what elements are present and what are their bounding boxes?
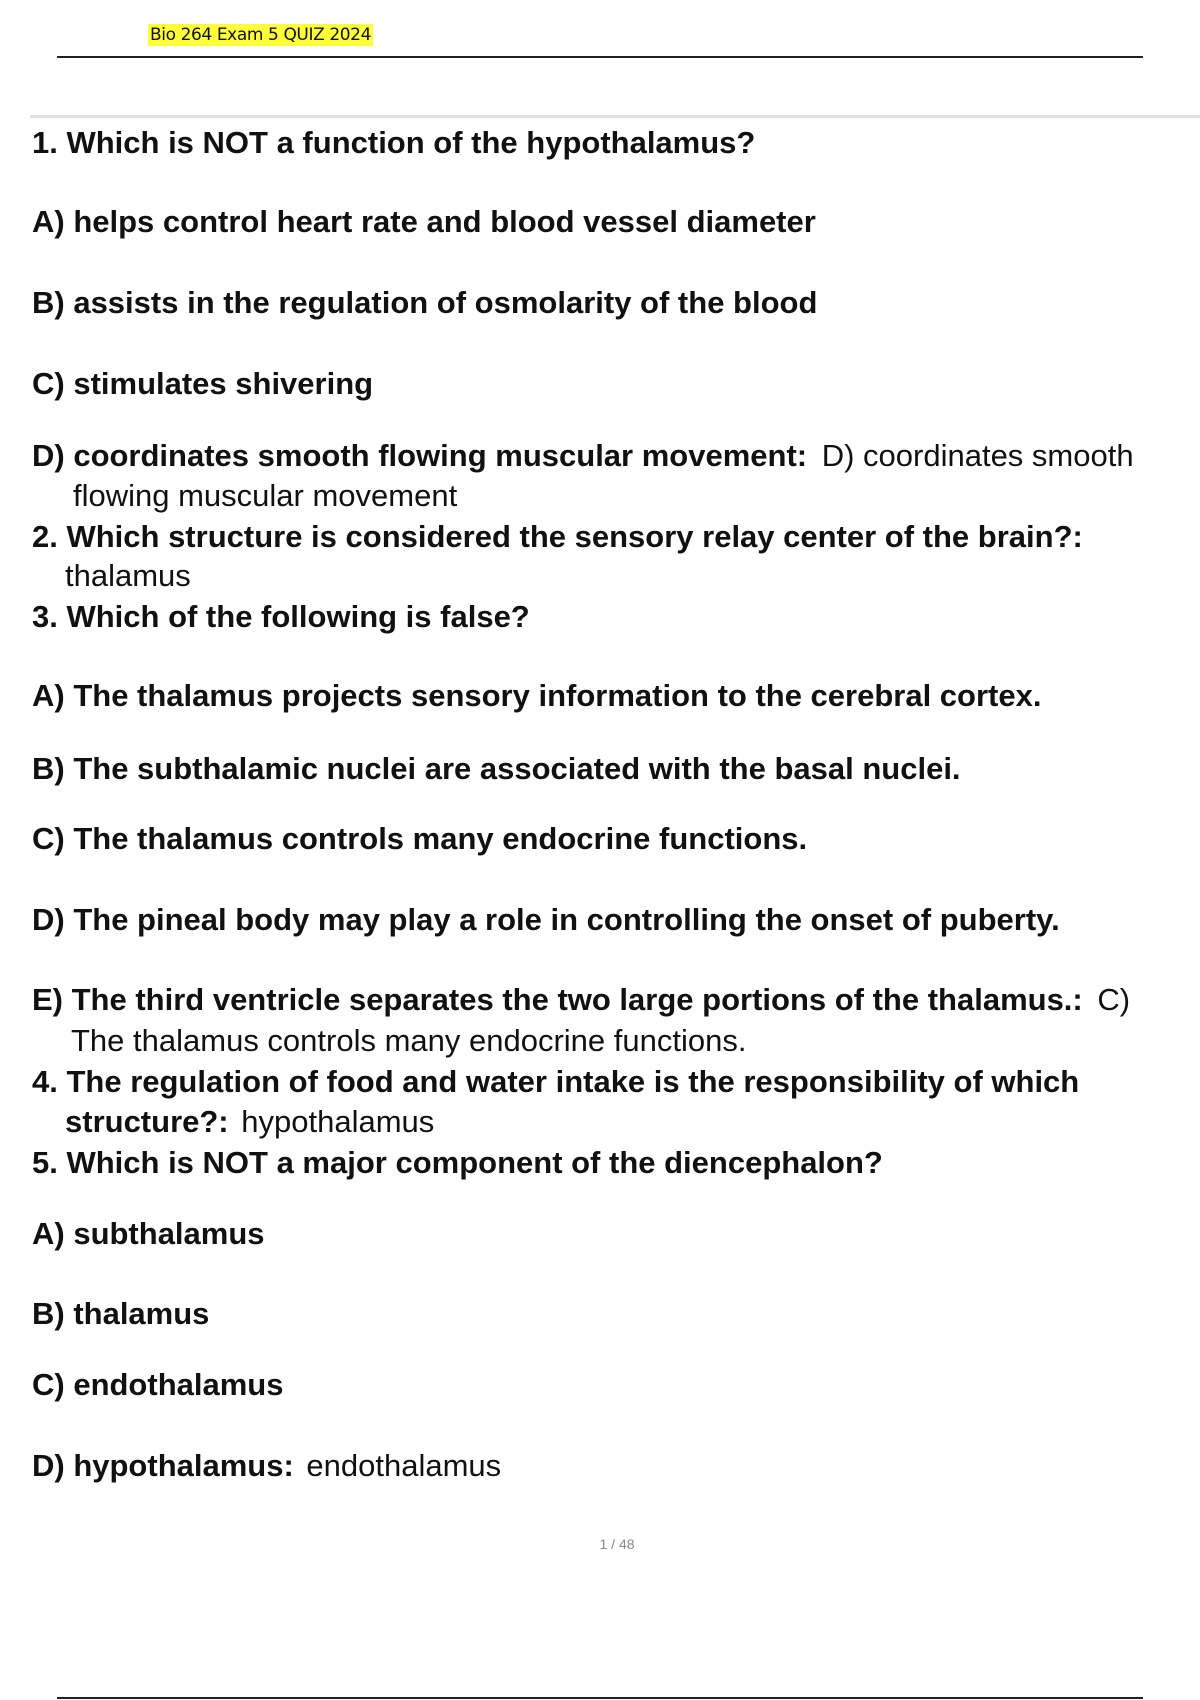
question-1-option-d — [32, 438, 1134, 474]
question-1-option-a: A) helps control heart rate and blood vessel diameter — [32, 204, 816, 239]
question-4: 4. The regulation of food and water intake is the responsibility of which — [32, 1064, 1080, 1099]
page-number: 1 / 48 — [599, 1536, 635, 1552]
question-1-answer-continued: flowing muscular movement — [73, 478, 458, 513]
question-1-option-b: B) assists in the regulation of osmolarity of the blood — [32, 285, 818, 320]
document-title: Bio 264 Exam 5 QUIZ 2024 — [150, 25, 371, 45]
question-1-answer: D) coordinates smooth — [821, 438, 1134, 473]
question-2: 2. Which structure is considered the sensory relay center of the brain?: — [32, 519, 1083, 554]
question-5-answer: endothalamus — [306, 1448, 502, 1483]
footer-rule — [57, 1697, 1143, 1699]
question-5-option-d — [32, 1448, 501, 1484]
question-3-option-b: B) The subthalamic nuclei are associated with the basal nuclei. — [32, 751, 961, 786]
question-2-answer: thalamus — [65, 558, 191, 593]
question-1: 1. Which is NOT a function of the hypothalamus? — [32, 125, 756, 160]
question-3-option-e — [32, 982, 1130, 1018]
question-4-continued — [65, 1104, 434, 1140]
question-3-answer-continued: The thalamus controls many endocrine functions. — [71, 1023, 747, 1058]
question-5-option-c: C) endothalamus — [32, 1367, 284, 1402]
question-1-option-d-text: D) coordinates smooth flowing muscular movement: — [32, 438, 808, 473]
question-5-option-a: A) subthalamus — [32, 1216, 265, 1251]
question-3: 3. Which of the following is false? — [32, 599, 530, 634]
question-4-text-end: structure?: — [65, 1104, 229, 1139]
question-3-option-c: C) The thalamus controls many endocrine functions. — [32, 821, 808, 856]
question-1-option-c: C) stimulates shivering — [32, 366, 374, 401]
header-rule — [57, 56, 1143, 58]
question-3-option-a: A) The thalamus projects sensory information to the cerebral cortex. — [32, 678, 1042, 713]
question-4-answer: hypothalamus — [241, 1104, 435, 1139]
question-3-option-d: D) The pineal body may play a role in controlling the onset of puberty. — [32, 902, 1060, 937]
question-5-option-d-text: D) hypothalamus: — [32, 1448, 294, 1483]
question-5-option-b: B) thalamus — [32, 1296, 210, 1331]
question-5: 5. Which is NOT a major component of the diencephalon? — [32, 1145, 883, 1180]
section-divider — [30, 115, 1200, 118]
question-3-answer: C) — [1097, 982, 1131, 1017]
question-3-option-e-text: E) The third ventricle separates the two large portions of the thalamus.: — [32, 982, 1083, 1017]
